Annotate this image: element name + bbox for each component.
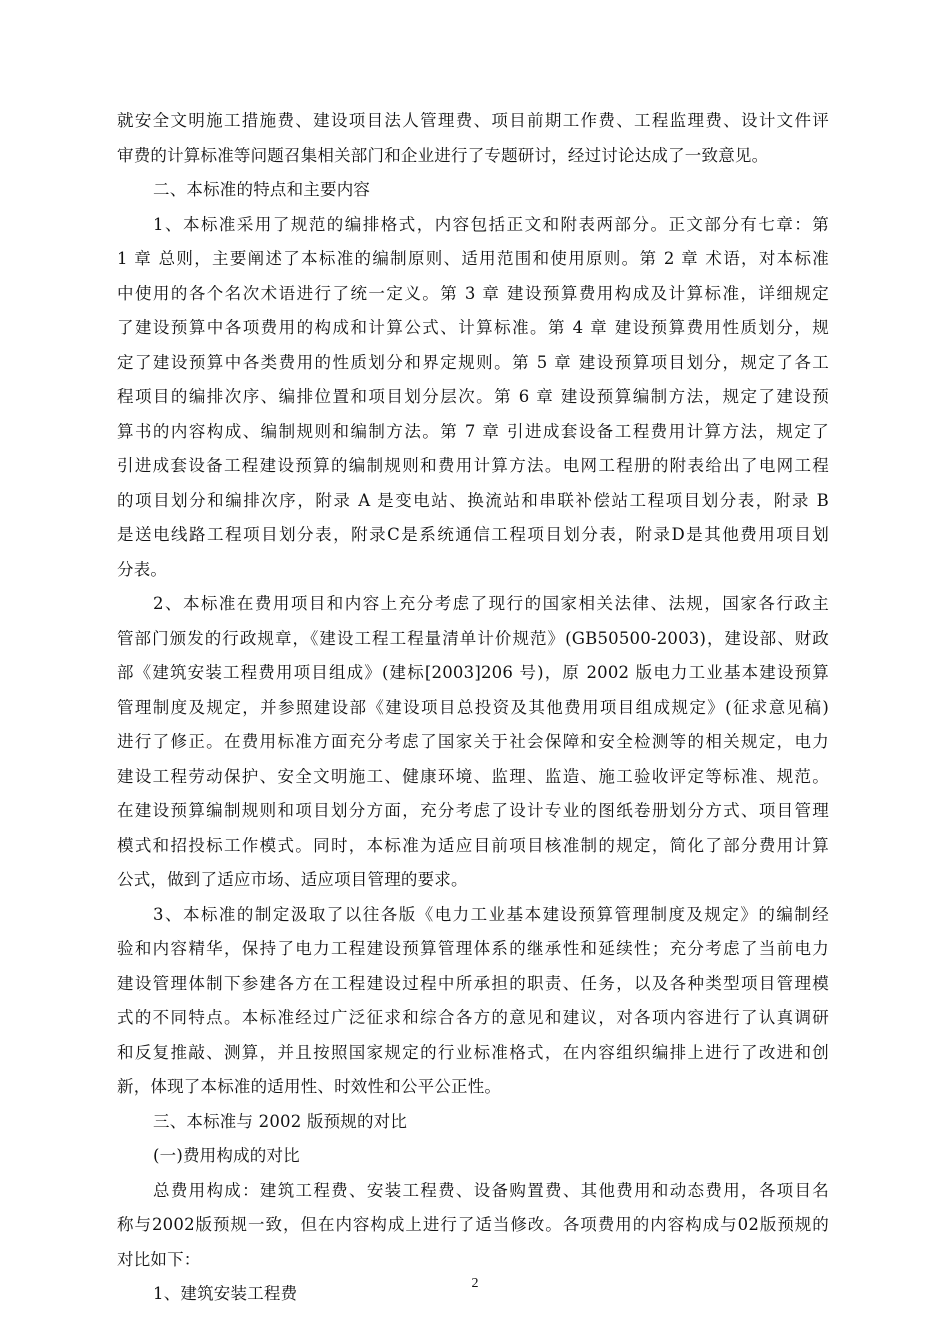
text-line: 验和内容精华，保持了电力工程建设预算管理体系的继承性和延续性；充分考虑了当前电力 [117,939,829,958]
text-line: 引进成套设备工程建设预算的编制规则和费用计算方法。电网工程册的附表给出了电网工程 [117,456,829,475]
text-line: 定了建设预算中各类费用的性质划分和界定规则。第 5 章 建设预算项目划分，规定了各工 [117,352,829,372]
text-line: 部《建筑安装工程费用项目组成》(建标[2003]206 号)，原 2002 版电力工业基本建设预算 [117,663,829,682]
subsection-heading: (一)费用构成的对比 [153,1146,300,1165]
text-line: 程项目的编排次序、编排位置和项目划分层次。第 6 章 建设预算编制方法，规定了建设预 [117,387,829,406]
text-line: 1、本标准采用了规范的编排格式，内容包括正文和附表两部分。正文部分有七章：第 [153,214,829,234]
text-line: 和反复推敲、测算，并且按照国家规定的行业标准格式，在内容组织编排上进行了改进和创 [117,1042,829,1062]
text-line: 新，体现了本标准的适用性、时效性和公平公正性。 [117,1077,502,1096]
text-line: 在建设预算编制规则和项目划分方面，充分考虑了设计专业的图纸卷册划分方式、项目管理 [117,801,829,820]
text-line: 算书的内容构成、编制规则和编制方法。第 7 章 引进成套设备工程费用计算方法，规定了 [117,421,829,441]
text-line: 就安全文明施工措施费、建设项目法人管理费、项目前期工作费、工程监理费、设计文件评 [117,111,829,130]
subsection-heading: 1、建筑安装工程费 [153,1284,298,1303]
text-line: 进行了修正。在费用标准方面充分考虑了国家关于社会保障和安全检测等的相关规定，电力 [117,732,829,751]
text-line: 1 章 总则，主要阐述了本标准的编制原则、适用范围和使用原则。第 2 章 术语，对本标准 [117,249,829,268]
text-line: 管部门颁发的行政规章，《建设工程工程量清单计价规范》(GB50500-2003)，建设部、财政 [117,628,829,648]
text-line: 建设管理体制下参建各方在工程建设过程中所承担的职责、任务，以及各种类型项目管理模 [117,973,829,993]
text-line: 3、本标准的制定汲取了以往各版《电力工业基本建设预算管理制度及规定》的编制经 [153,904,829,924]
text-line: 对比如下： [117,1249,201,1269]
text-line: 管理制度及规定，并参照建设部《建设项目总投资及其他费用项目组成规定》(征求意见稿) [117,697,829,717]
text-line: 模式和招投标工作模式。同时，本标准为适应目前项目核准制的规定，简化了部分费用计算 [117,835,829,855]
text-line: 分表。 [117,559,168,579]
text-line: 式的不同特点。本标准经过广泛征求和综合各方的意见和建议，对各项内容进行了认真调研 [117,1008,829,1027]
section-heading: 二、本标准的特点和主要内容 [153,180,371,199]
text-line: 公式，做到了适应市场、适应项目管理的要求。 [117,870,468,889]
text-line: 总费用构成：建筑工程费、安装工程费、设备购置费、其他费用和动态费用，各项目名 [153,1180,829,1200]
text-line: 的项目划分和编排次序，附录 A 是变电站、换流站和串联补偿站工程项目划分表，附录 B [117,490,829,510]
text-line: 是送电线路工程项目划分表，附录C是系统通信工程项目划分表，附录D是其他费用项目划 [117,525,829,544]
section-heading: 三、本标准与 2002 版预规的对比 [153,1111,408,1131]
text-line: 称与2002版预规一致，但在内容构成上进行了适当修改。各项费用的内容构成与02版预规的 [117,1215,829,1234]
text-line: 了建设预算中各项费用的构成和计算公式、计算标准。第 4 章 建设预算费用性质划分，规 [117,318,829,337]
page-number: 2 [471,1276,479,1291]
text-line: 建设工程劳动保护、安全文明施工、健康环境、监理、监造、施工验收评定等标准、规范。 [117,766,829,786]
text-line: 审费的计算标准等问题召集相关部门和企业进行了专题研讨，经过讨论达成了一致意见。 [117,145,769,165]
text-line: 2、本标准在费用项目和内容上充分考虑了现行的国家相关法律、法规，国家各行政主 [153,594,829,613]
text-line: 中使用的各个名次术语进行了统一定义。第 3 章 建设预算费用构成及计算标准，详细规定 [117,283,829,303]
document-body [117,104,829,1312]
